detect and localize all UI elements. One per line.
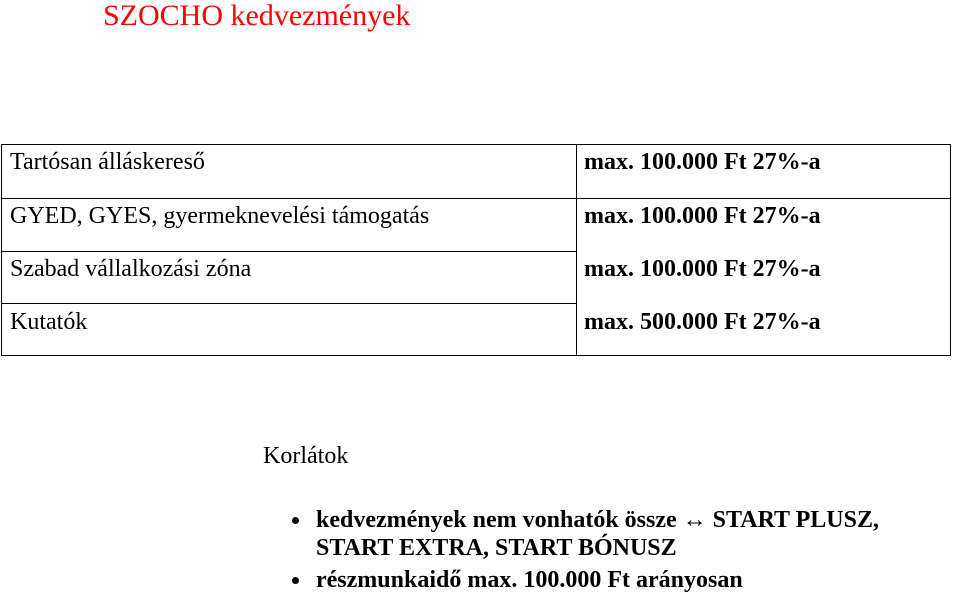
list-item-text: kedvezmények nem vonhatók össze ↔ START PLUSZ, START EXTRA, START BÓNUSZ — [316, 507, 879, 561]
limits-list — [290, 506, 955, 594]
list-item-text: részmunkaidő max. 100.000 Ft arányosan — [316, 567, 743, 593]
column-divider — [576, 145, 577, 355]
row-label: GYED, GYES, gyermeknevelési támogatás — [10, 203, 430, 229]
row-label: Szabad vállalkozási zóna — [10, 256, 252, 282]
row-label: Kutatók — [10, 309, 88, 335]
row-value: max. 500.000 Ft 27%-a — [584, 309, 821, 335]
row-divider — [577, 198, 950, 199]
page-title: SZOCHO kedvezmények — [103, 0, 411, 32]
row-divider — [2, 251, 576, 252]
list-item — [290, 566, 955, 594]
limits-heading: Korlátok — [263, 443, 349, 469]
row-label: Tartósan álláskereső — [10, 149, 205, 175]
discount-table — [1, 144, 951, 356]
list-item — [290, 506, 955, 562]
row-divider — [2, 303, 576, 304]
row-value: max. 100.000 Ft 27%-a — [584, 256, 821, 282]
row-divider — [2, 198, 576, 199]
bullet-icon — [292, 577, 299, 584]
row-value: max. 100.000 Ft 27%-a — [584, 203, 821, 229]
row-value: max. 100.000 Ft 27%-a — [584, 149, 821, 175]
bullet-icon — [292, 517, 299, 524]
